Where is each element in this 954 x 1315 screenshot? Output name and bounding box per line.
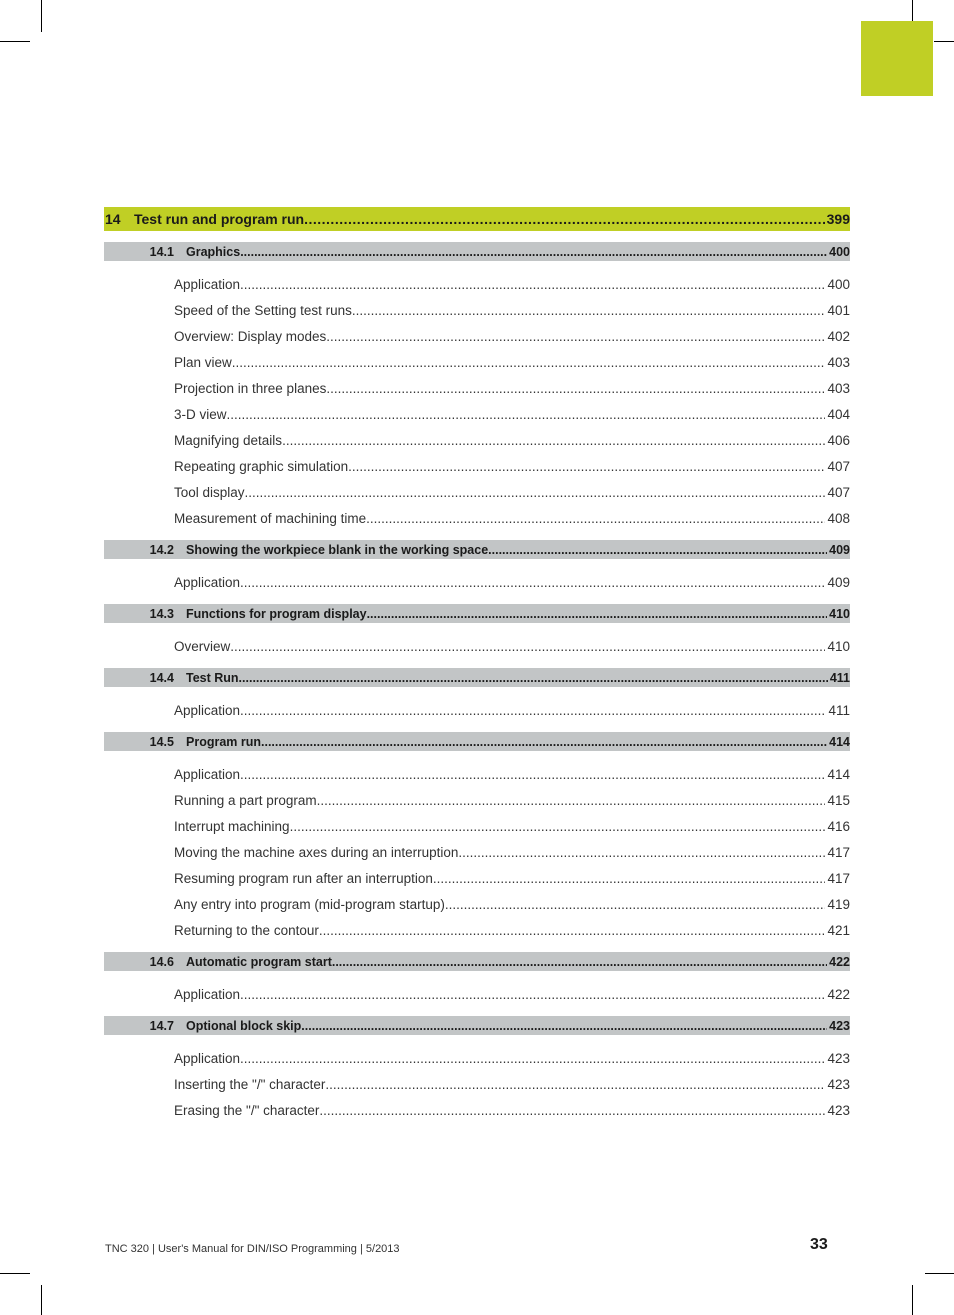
section-entries bbox=[104, 559, 850, 604]
entry-page: 401 bbox=[827, 302, 850, 318]
crop-mark bbox=[41, 0, 42, 32]
dot-leader bbox=[319, 923, 826, 938]
section-entries bbox=[104, 623, 850, 668]
chapter-title-row bbox=[134, 211, 850, 227]
section-heading-14-5[interactable] bbox=[104, 732, 850, 751]
toc-entry[interactable] bbox=[104, 505, 850, 531]
dot-leader bbox=[366, 511, 825, 526]
section-list bbox=[104, 242, 850, 1132]
toc-entry-row bbox=[174, 845, 850, 860]
toc-entry[interactable] bbox=[104, 453, 850, 479]
section-title: Graphics bbox=[186, 244, 241, 259]
section-page: 411 bbox=[829, 670, 850, 685]
chapter-number: 14 bbox=[105, 211, 121, 227]
section-page: 409 bbox=[829, 542, 850, 557]
entry-page: 411 bbox=[828, 702, 850, 718]
dot-leader bbox=[433, 871, 826, 886]
entry-page: 403 bbox=[827, 354, 850, 370]
toc-entry[interactable] bbox=[104, 375, 850, 401]
crop-mark bbox=[912, 1285, 913, 1315]
chapter-tab-marker bbox=[861, 21, 933, 96]
section-number: 14.6 bbox=[149, 954, 174, 969]
toc-entry-row bbox=[174, 897, 850, 912]
entry-title: Interrupt machining bbox=[174, 818, 290, 834]
entry-title: Inserting the "/" character bbox=[174, 1076, 326, 1092]
section-title: Optional block skip bbox=[186, 1018, 302, 1033]
toc-entry-row bbox=[174, 767, 850, 782]
section-number-wrap bbox=[104, 671, 174, 685]
dot-leader bbox=[240, 767, 825, 782]
section-heading-14-3[interactable] bbox=[104, 604, 850, 623]
crop-mark bbox=[0, 41, 30, 42]
toc-entry[interactable] bbox=[104, 1071, 850, 1097]
section-page: 423 bbox=[829, 1018, 850, 1033]
entry-title: Application bbox=[174, 574, 241, 590]
section-title-row bbox=[174, 543, 850, 557]
entry-title: Erasing the "/" character bbox=[174, 1102, 320, 1118]
entry-page: 423 bbox=[827, 1102, 850, 1118]
section-entries bbox=[104, 1035, 850, 1132]
toc-entry-row bbox=[174, 485, 850, 500]
dot-leader bbox=[245, 485, 826, 500]
entry-title: 3-D view bbox=[174, 406, 227, 422]
entry-title: Any entry into program (mid-program startup) bbox=[174, 896, 445, 912]
dot-leader bbox=[332, 955, 827, 969]
entry-page: 416 bbox=[827, 818, 850, 834]
section-entries bbox=[104, 687, 850, 732]
section-number-wrap bbox=[104, 1019, 174, 1033]
table-of-contents bbox=[104, 207, 850, 1132]
entry-title: Application bbox=[174, 986, 241, 1002]
toc-entry-row bbox=[174, 703, 850, 718]
toc-entry[interactable] bbox=[104, 1045, 850, 1071]
dot-leader bbox=[230, 639, 825, 654]
entry-title: Application bbox=[174, 702, 241, 718]
entry-page: 409 bbox=[827, 574, 850, 590]
dot-leader bbox=[352, 303, 826, 318]
entry-page: 402 bbox=[827, 328, 850, 344]
section-page: 422 bbox=[829, 954, 850, 969]
entry-title: Speed of the Setting test runs bbox=[174, 302, 352, 318]
dot-leader bbox=[282, 433, 825, 448]
toc-entry[interactable] bbox=[104, 865, 850, 891]
entry-title: Tool display bbox=[174, 484, 245, 500]
section-number: 14.3 bbox=[149, 606, 174, 621]
entry-title: Application bbox=[174, 766, 241, 782]
footer-text: TNC 320 | User's Manual for DIN/ISO Programming | 5/2013 bbox=[105, 1243, 400, 1255]
section-title-row bbox=[174, 245, 850, 259]
toc-entry-row bbox=[174, 871, 850, 886]
toc-entry[interactable] bbox=[104, 401, 850, 427]
section-entries bbox=[104, 971, 850, 1016]
toc-entry[interactable] bbox=[104, 761, 850, 787]
section-heading-14-7[interactable] bbox=[104, 1016, 850, 1035]
dot-leader bbox=[317, 793, 826, 808]
dot-leader bbox=[488, 543, 827, 557]
dot-leader bbox=[240, 703, 826, 718]
dot-leader bbox=[240, 1051, 825, 1066]
toc-entry[interactable] bbox=[104, 1097, 850, 1123]
chapter-heading[interactable] bbox=[104, 207, 850, 231]
toc-entry[interactable] bbox=[104, 917, 850, 943]
section-title-row bbox=[174, 735, 850, 749]
entry-title: Overview: Display modes bbox=[174, 328, 327, 344]
dot-leader bbox=[458, 845, 825, 860]
crop-mark bbox=[925, 1273, 954, 1274]
toc-entry[interactable] bbox=[104, 271, 850, 297]
section-heading-14-1[interactable] bbox=[104, 242, 850, 261]
section-title-row bbox=[174, 607, 850, 621]
toc-entry[interactable] bbox=[104, 633, 850, 659]
chapter-title: Test run and program run bbox=[134, 211, 305, 227]
page-number: 33 bbox=[810, 1236, 828, 1253]
dot-leader bbox=[239, 671, 828, 685]
dot-leader bbox=[240, 575, 825, 590]
entry-page: 417 bbox=[827, 844, 850, 860]
dot-leader bbox=[326, 381, 825, 396]
dot-leader bbox=[445, 897, 826, 912]
section-page: 410 bbox=[829, 606, 850, 621]
toc-entry[interactable] bbox=[104, 349, 850, 375]
toc-entry-row bbox=[174, 277, 850, 292]
entry-page: 403 bbox=[827, 380, 850, 396]
toc-entry[interactable] bbox=[104, 323, 850, 349]
entry-title: Overview bbox=[174, 638, 231, 654]
toc-entry-row bbox=[174, 407, 850, 422]
dot-leader bbox=[326, 329, 825, 344]
section-title: Program run bbox=[186, 734, 262, 749]
entry-title: Application bbox=[174, 276, 241, 292]
section-title: Showing the workpiece blank in the working space bbox=[186, 542, 489, 557]
dot-leader bbox=[232, 355, 826, 370]
section-number: 14.4 bbox=[149, 670, 174, 685]
toc-entry-row bbox=[174, 511, 850, 526]
entry-page: 417 bbox=[827, 870, 850, 886]
dot-leader bbox=[301, 1019, 827, 1033]
toc-entry[interactable] bbox=[104, 697, 850, 723]
entry-page: 407 bbox=[827, 458, 850, 474]
chapter-page: 399 bbox=[826, 211, 850, 227]
entry-page: 423 bbox=[827, 1050, 850, 1066]
entry-page: 406 bbox=[827, 432, 850, 448]
entry-page: 422 bbox=[827, 986, 850, 1002]
section-title: Automatic program start bbox=[186, 954, 332, 969]
entry-page: 404 bbox=[827, 406, 850, 422]
dot-leader bbox=[367, 607, 828, 621]
toc-entry-row bbox=[174, 303, 850, 318]
dot-leader bbox=[348, 459, 825, 474]
section-entries bbox=[104, 261, 850, 540]
toc-entry-row bbox=[174, 793, 850, 808]
entry-title: Returning to the contour bbox=[174, 922, 319, 938]
section-page: 414 bbox=[829, 734, 850, 749]
section-number: 14.7 bbox=[149, 1018, 174, 1033]
entry-title: Measurement of machining time bbox=[174, 510, 367, 526]
entry-title: Projection in three planes bbox=[174, 380, 327, 396]
section-title-row bbox=[174, 671, 850, 685]
toc-entry[interactable] bbox=[104, 891, 850, 917]
dot-leader bbox=[304, 211, 825, 227]
section-heading-14-6[interactable] bbox=[104, 952, 850, 971]
section-title-row bbox=[174, 955, 850, 969]
section-number-wrap bbox=[104, 735, 174, 749]
toc-entry-row bbox=[174, 381, 850, 396]
dot-leader bbox=[227, 407, 826, 422]
section-number-wrap bbox=[104, 955, 174, 969]
toc-entry-row bbox=[174, 1077, 850, 1092]
section-number: 14.2 bbox=[149, 542, 174, 557]
entry-title: Moving the machine axes during an interruption bbox=[174, 844, 459, 860]
crop-mark bbox=[934, 41, 954, 42]
section-number-wrap bbox=[104, 543, 174, 557]
toc-entry[interactable] bbox=[104, 813, 850, 839]
entry-title: Plan view bbox=[174, 354, 232, 370]
entry-page: 421 bbox=[827, 922, 850, 938]
section-title: Functions for program display bbox=[186, 606, 367, 621]
section-page: 400 bbox=[829, 244, 850, 259]
entry-page: 423 bbox=[827, 1076, 850, 1092]
toc-entry[interactable] bbox=[104, 839, 850, 865]
dot-leader bbox=[240, 245, 827, 259]
section-number: 14.1 bbox=[149, 244, 174, 259]
entry-page: 414 bbox=[827, 766, 850, 782]
toc-entry[interactable] bbox=[104, 297, 850, 323]
toc-entry[interactable] bbox=[104, 981, 850, 1007]
entry-title: Running a part program bbox=[174, 792, 317, 808]
entry-title: Resuming program run after an interruption bbox=[174, 870, 433, 886]
entry-page: 400 bbox=[827, 276, 850, 292]
toc-entry-row bbox=[174, 433, 850, 448]
crop-mark bbox=[41, 1285, 42, 1315]
dot-leader bbox=[290, 819, 826, 834]
entry-page: 419 bbox=[827, 896, 850, 912]
toc-entry-row bbox=[174, 329, 850, 344]
toc-entry-row bbox=[174, 575, 850, 590]
section-number-wrap bbox=[104, 607, 174, 621]
entry-page: 407 bbox=[827, 484, 850, 500]
entry-title: Magnifying details bbox=[174, 432, 283, 448]
toc-entry-row bbox=[174, 1103, 850, 1118]
toc-entry[interactable] bbox=[104, 787, 850, 813]
section-title: Test Run bbox=[186, 670, 239, 685]
dot-leader bbox=[240, 987, 825, 1002]
section-heading-14-4[interactable] bbox=[104, 668, 850, 687]
crop-mark bbox=[0, 1273, 30, 1274]
dot-leader bbox=[240, 277, 825, 292]
entry-page: 415 bbox=[827, 792, 850, 808]
toc-entry[interactable] bbox=[104, 427, 850, 453]
section-heading-14-2[interactable] bbox=[104, 540, 850, 559]
toc-entry-row bbox=[174, 459, 850, 474]
toc-entry-row bbox=[174, 987, 850, 1002]
section-title-row bbox=[174, 1019, 850, 1033]
toc-entry[interactable] bbox=[104, 569, 850, 595]
toc-entry-row bbox=[174, 639, 850, 654]
dot-leader bbox=[325, 1077, 825, 1092]
entry-page: 408 bbox=[827, 510, 850, 526]
dot-leader bbox=[261, 735, 827, 749]
toc-entry-row bbox=[174, 355, 850, 370]
toc-entry-row bbox=[174, 923, 850, 938]
toc-entry-row bbox=[174, 1051, 850, 1066]
entry-title: Application bbox=[174, 1050, 241, 1066]
crop-mark bbox=[912, 0, 913, 21]
section-number: 14.5 bbox=[149, 734, 174, 749]
toc-entry-row bbox=[174, 819, 850, 834]
section-entries bbox=[104, 751, 850, 952]
toc-entry[interactable] bbox=[104, 479, 850, 505]
entry-page: 410 bbox=[827, 638, 850, 654]
section-number-wrap bbox=[104, 245, 174, 259]
dot-leader bbox=[319, 1103, 825, 1118]
entry-title: Repeating graphic simulation bbox=[174, 458, 349, 474]
